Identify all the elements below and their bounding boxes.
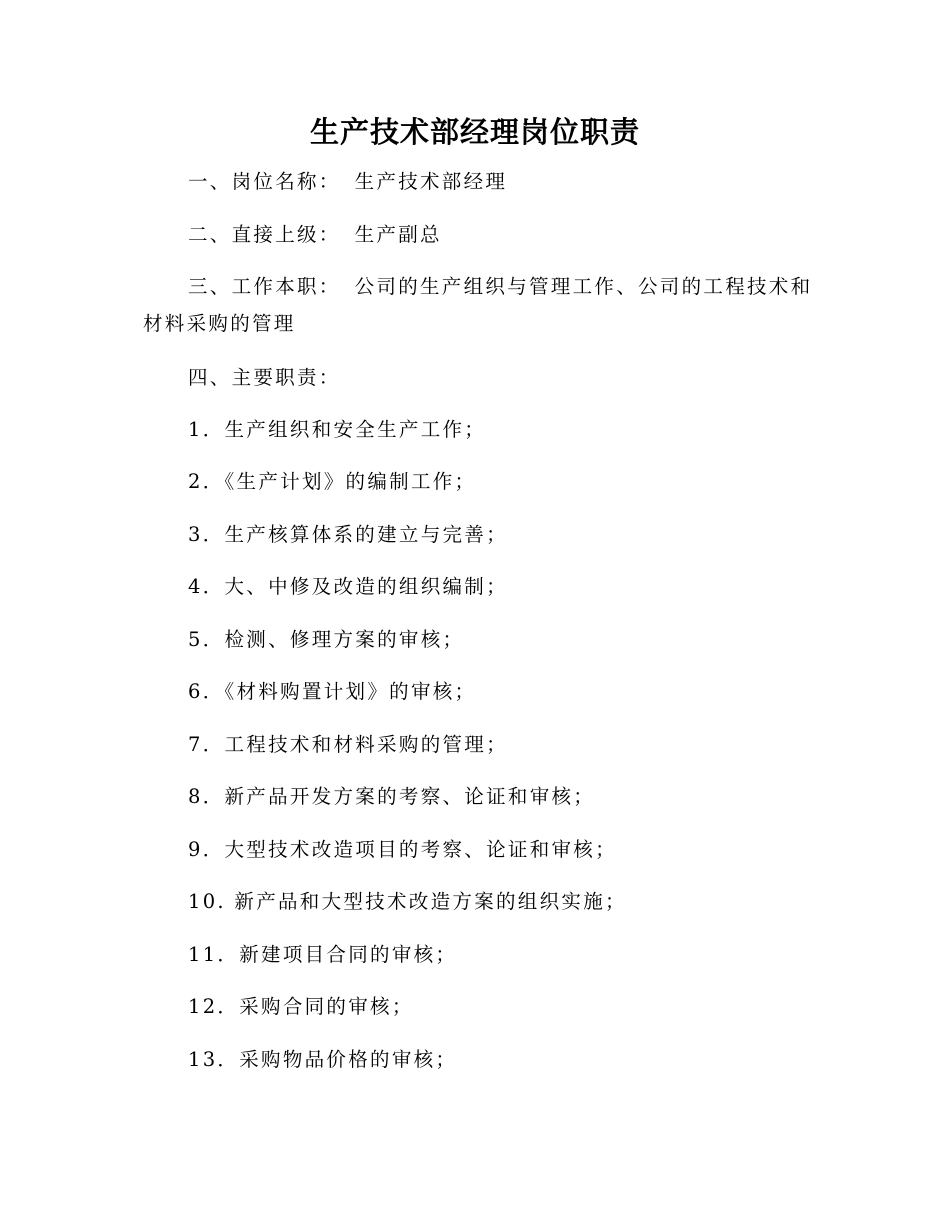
duty-item: 2．《生产计划》的编制工作； <box>188 470 477 493</box>
duty-item: 7．工程技术和材料采购的管理； <box>188 733 508 756</box>
document-title: 生产技术部经理岗位职责 <box>309 115 640 149</box>
duty-line <box>188 273 812 301</box>
position-name-line <box>188 168 507 196</box>
duty-item: 10. 新产品和大型技术改造方案的组织实施； <box>188 890 627 913</box>
duty-item: 12．采购合同的审核； <box>188 995 414 1018</box>
duty-item: 8．新产品开发方案的考察、论证和审核； <box>188 785 596 808</box>
duty-item: 9．大型技术改造项目的考察、论证和审核； <box>188 838 617 861</box>
duty-item: 4．大、中修及改造的组织编制； <box>188 575 508 598</box>
position-name-label: 一、岗位名称： <box>188 170 341 193</box>
duty-continuation: 材料采购的管理 <box>143 312 296 335</box>
superior-value: 生产副总 <box>354 223 442 246</box>
position-name-value: 生产技术部经理 <box>354 170 508 193</box>
duty-item: 1．生产组织和安全生产工作； <box>188 418 487 441</box>
duty-item: 5．检测、修理方案的审核； <box>188 628 465 651</box>
superior-line <box>188 221 442 249</box>
duty-label: 三、工作本职： <box>188 275 341 298</box>
duty-item: 6．《材料购置计划》的审核； <box>188 680 477 703</box>
superior-label: 二、直接上级： <box>188 223 341 246</box>
duty-item: 11．新建项目合同的审核； <box>188 943 458 966</box>
main-duties-heading: 四、主要职责： <box>188 366 341 389</box>
duty-item: 3．生产核算体系的建立与完善； <box>188 523 508 546</box>
duty-value-line1: 公司的生产组织与管理工作、公司的工程技术和 <box>354 275 813 298</box>
duty-item: 13．采购物品价格的审核； <box>188 1048 458 1071</box>
